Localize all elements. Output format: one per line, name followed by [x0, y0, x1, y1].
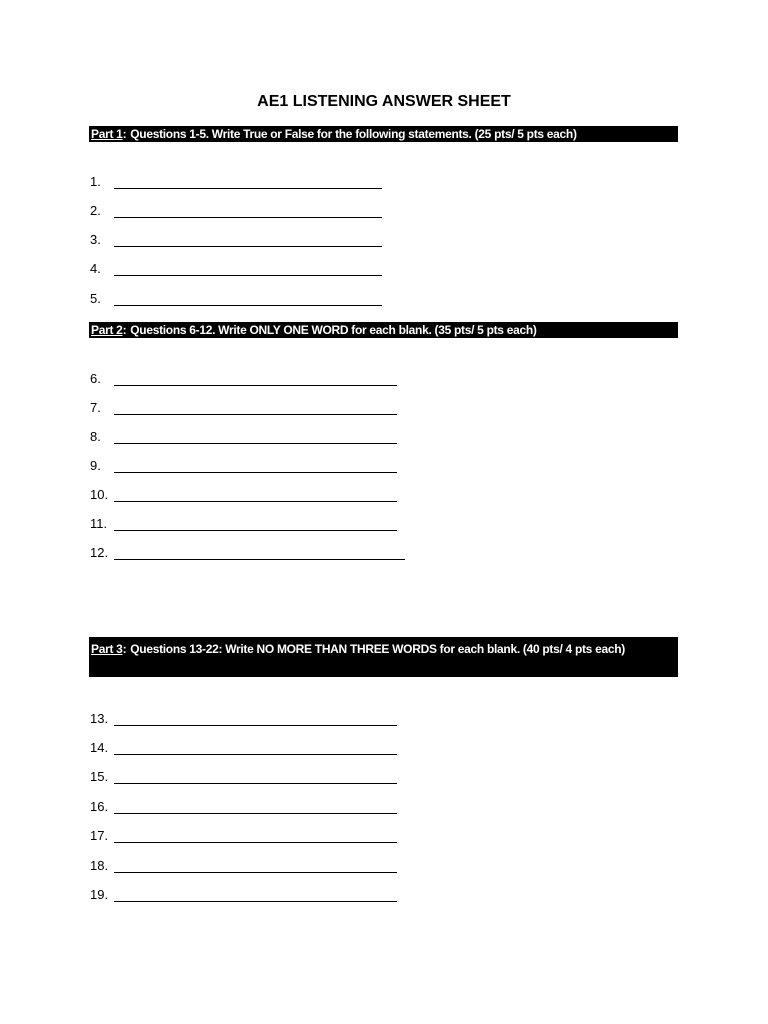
- answer-blank[interactable]: [114, 292, 382, 306]
- question-number: 4.: [90, 261, 101, 276]
- answer-row: [90, 738, 397, 758]
- answer-blank[interactable]: [114, 800, 397, 814]
- question-number: 15.: [90, 769, 109, 784]
- answer-row: [90, 709, 397, 729]
- answer-row: [90, 797, 397, 817]
- answer-blank[interactable]: [114, 401, 397, 415]
- part-2-instruction: Questions 6-12. Write ONLY ONE WORD for each blank. (35 pts/ 5 pts each): [130, 323, 537, 337]
- question-number: 2.: [90, 203, 101, 218]
- question-number: 10.: [90, 487, 109, 502]
- question-number: 13.: [90, 711, 109, 726]
- answer-blank[interactable]: [114, 372, 397, 386]
- question-number: 9.: [90, 458, 101, 473]
- question-number: 16.: [90, 799, 109, 814]
- answer-blank[interactable]: [114, 859, 397, 873]
- answer-blank[interactable]: [114, 233, 382, 247]
- answer-blank[interactable]: [114, 175, 382, 189]
- answer-blank[interactable]: [114, 459, 397, 473]
- answer-row: [90, 456, 397, 476]
- answer-row: [90, 201, 382, 221]
- answer-blank[interactable]: [114, 829, 397, 843]
- question-number: 19.: [90, 887, 109, 902]
- answer-blank[interactable]: [114, 888, 397, 902]
- answer-blank[interactable]: [114, 488, 397, 502]
- answer-blank[interactable]: [114, 712, 397, 726]
- part-1-instruction: Questions 1-5. Write True or False for the following statements. (25 pts/ 5 pts each): [130, 127, 577, 141]
- part-2-label: Part 2: [91, 323, 123, 337]
- part-1-header: Part 1: Questions 1-5. Write True or False for the following statements. (25 pts/ 5 pts each): [89, 126, 678, 142]
- question-number: 1.: [90, 174, 101, 189]
- answer-row: [90, 369, 397, 389]
- answer-row: [90, 885, 397, 905]
- answer-row: [90, 485, 397, 505]
- answer-row: [90, 826, 397, 846]
- answer-blank[interactable]: [114, 262, 382, 276]
- answer-blank[interactable]: [114, 204, 382, 218]
- question-number: 5.: [90, 291, 101, 306]
- answer-row: [90, 543, 405, 563]
- answer-row: [90, 856, 397, 876]
- question-number: 11.: [90, 516, 108, 531]
- answer-blank[interactable]: [114, 741, 397, 755]
- answer-blank[interactable]: [114, 430, 397, 444]
- part-2-header: Part 2: Questions 6-12. Write ONLY ONE WORD for each blank. (35 pts/ 5 pts each): [89, 322, 678, 338]
- part-3-instruction: Questions 13-22: Write NO MORE THAN THREE WORDS for each blank. (40 pts/ 4 pts each): [130, 642, 625, 656]
- question-number: 18.: [90, 858, 109, 873]
- answer-blank[interactable]: [114, 546, 405, 560]
- question-number: 8.: [90, 429, 101, 444]
- question-number: 6.: [90, 371, 101, 386]
- question-number: 7.: [90, 400, 101, 415]
- answer-row: [90, 172, 382, 192]
- answer-row: [90, 767, 397, 787]
- part-3-header: Part 3: Questions 13-22: Write NO MORE THAN THREE WORDS for each blank. (40 pts/ 4 pts each): [89, 637, 678, 677]
- sheet-title: AE1 LISTENING ANSWER SHEET: [257, 93, 511, 110]
- answer-row: [90, 398, 397, 418]
- answer-blank[interactable]: [114, 517, 397, 531]
- answer-row: [90, 289, 382, 309]
- question-number: 12.: [90, 545, 109, 560]
- part-1-label: Part 1: [91, 127, 123, 141]
- answer-row: [90, 259, 382, 279]
- part-3-label: Part 3: [91, 642, 123, 656]
- answer-blank[interactable]: [114, 770, 397, 784]
- answer-row: [90, 230, 382, 250]
- answer-row: [90, 427, 397, 447]
- answer-row: [90, 514, 397, 534]
- question-number: 14.: [90, 740, 109, 755]
- question-number: 3.: [90, 232, 101, 247]
- question-number: 17.: [90, 828, 109, 843]
